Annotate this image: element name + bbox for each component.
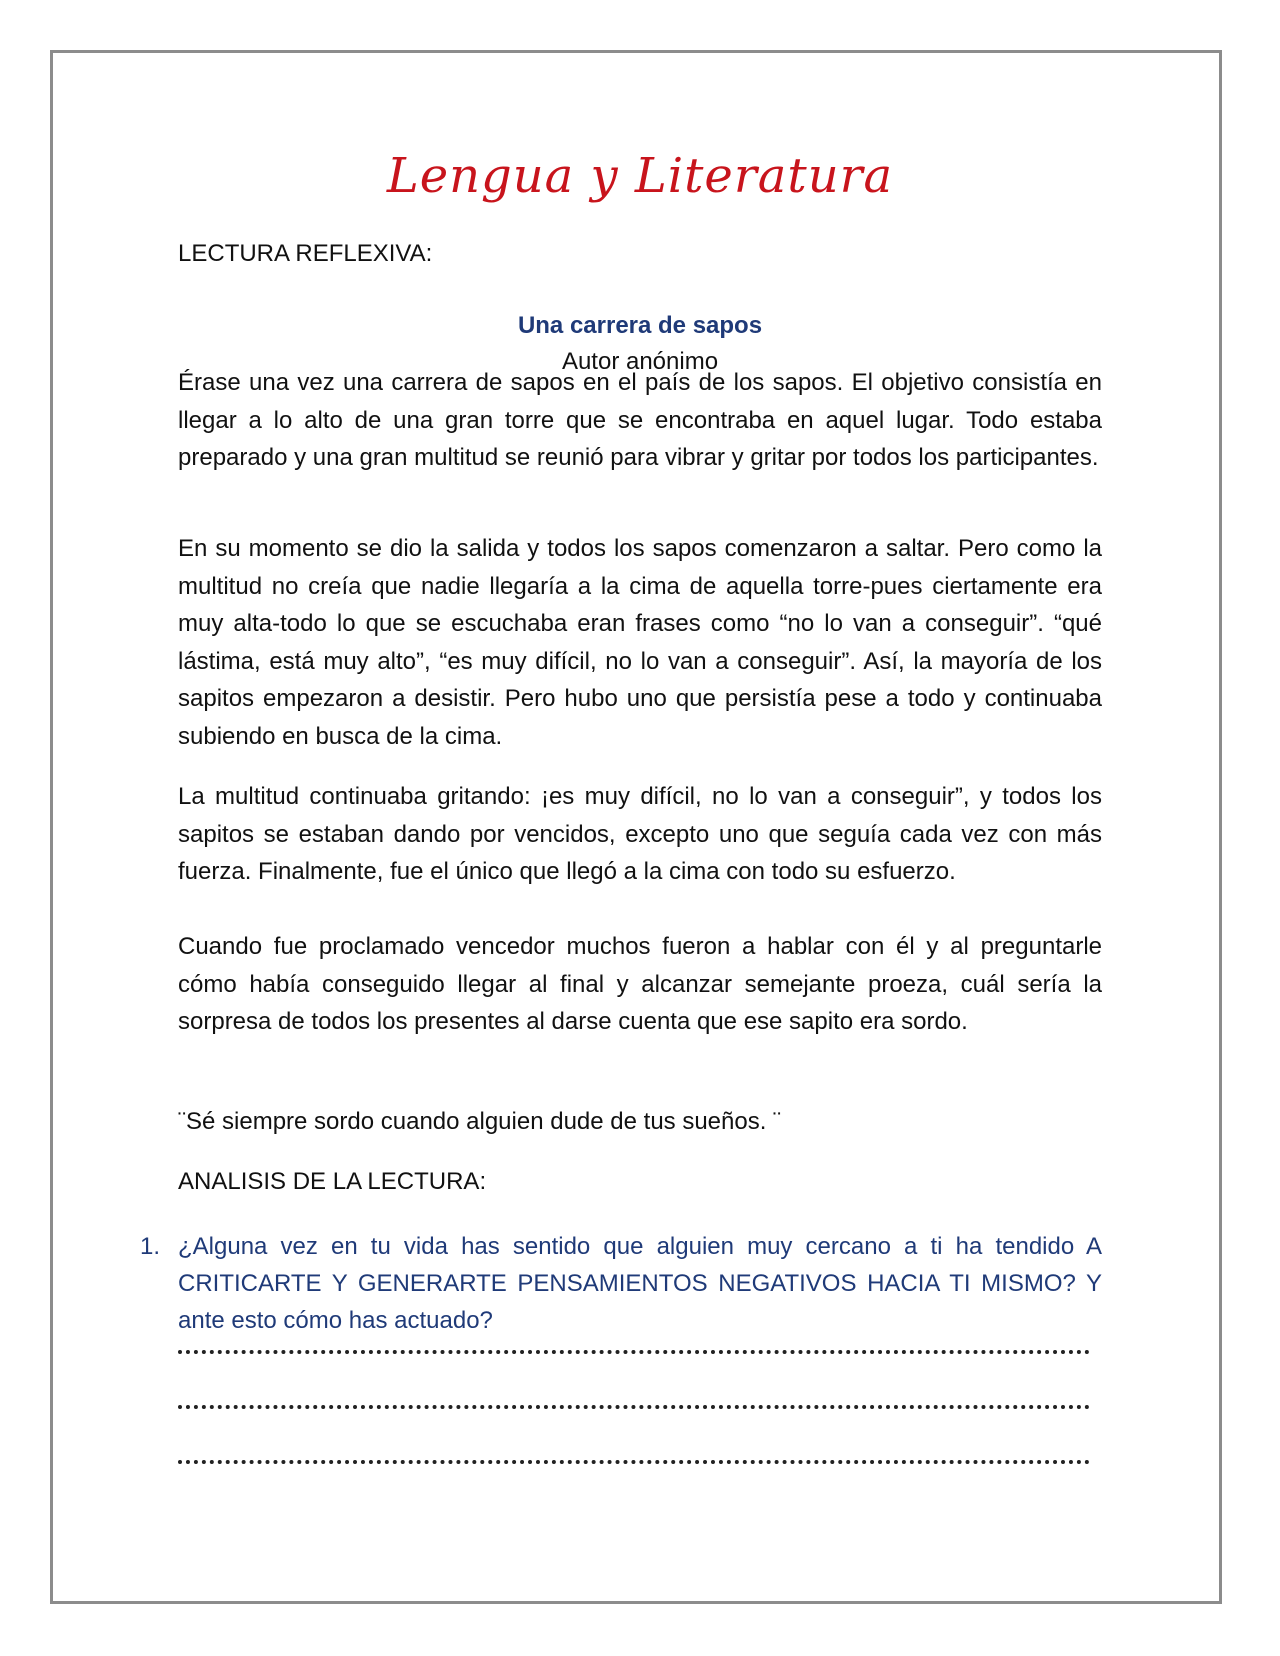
story-paragraph-3: La multitud continuaba gritando: ¡es muy difícil, no lo van a conseguir”, y todos los sapitos se estaban dando por vencidos, excepto uno que seguía cada vez con más fuerza. Finalmente, fue el único que llegó a la cima con todo su esfuerzo.: [178, 783, 1102, 885]
page-title: Lengua y Literatura: [386, 148, 894, 204]
story-paragraph-2: En su momento se dio la salida y todos los sapos comenzaron a saltar. Pero como la multitud no creía que nadie llegaría a la cima de aquella torre-pues ciertamente era muy alta-todo lo que se escuchaba eran frases como “no lo van a conseguir”. “qué lástima, está muy alto”, “es muy difícil, no lo van a conseguir”. Así, la mayoría de los sapitos empezaron a desistir. Pero hubo uno que persistía pese a todo y continuaba subiendo en busca de la cima.: [178, 535, 1102, 750]
analysis-section-label: ANALISIS DE LA LECTURA:: [178, 1168, 487, 1195]
story-paragraph-1: Érase una vez una carrera de sapos en el país de los sapos. El objetivo consistía en llegar a lo alto de una gran torre que se encontraba en aquel lugar. Todo estaba preparado y una gran multitud se reunió para vibrar y gritar por todos los participantes.: [178, 369, 1102, 471]
story-title: Una carrera de sapos: [517, 312, 763, 339]
story-paragraph-4: Cuando fue proclamado vencedor muchos fueron a hablar con él y al preguntarle cómo había conseguido llegar al final y alcanzar semejante proeza, cuál sería la sorpresa de todos los presentes al darse cuenta que ese sapito era sordo.: [178, 933, 1102, 1035]
reading-section-label: LECTURA REFLEXIVA:: [178, 240, 433, 267]
answer-line-2[interactable]: [178, 1405, 1090, 1409]
question-item: [140, 1228, 1102, 1339]
question-number: 1.: [140, 1233, 161, 1260]
answer-line-1[interactable]: [178, 1350, 1090, 1354]
story-quote: ¨Sé siempre sordo cuando alguien dude de tus sueños. ¨: [178, 1108, 782, 1135]
answer-line-3[interactable]: [178, 1460, 1090, 1464]
question-text: ¿Alguna vez en tu vida has sentido que alguien muy cercano a ti ha tendido A CRITICARTE Y GENERARTE PENSAMIENTOS NEGATIVOS HACIA TI MISMO? Y ante esto cómo has actuado?: [178, 1233, 1102, 1334]
story-author: Autor anónimo: [561, 348, 719, 375]
